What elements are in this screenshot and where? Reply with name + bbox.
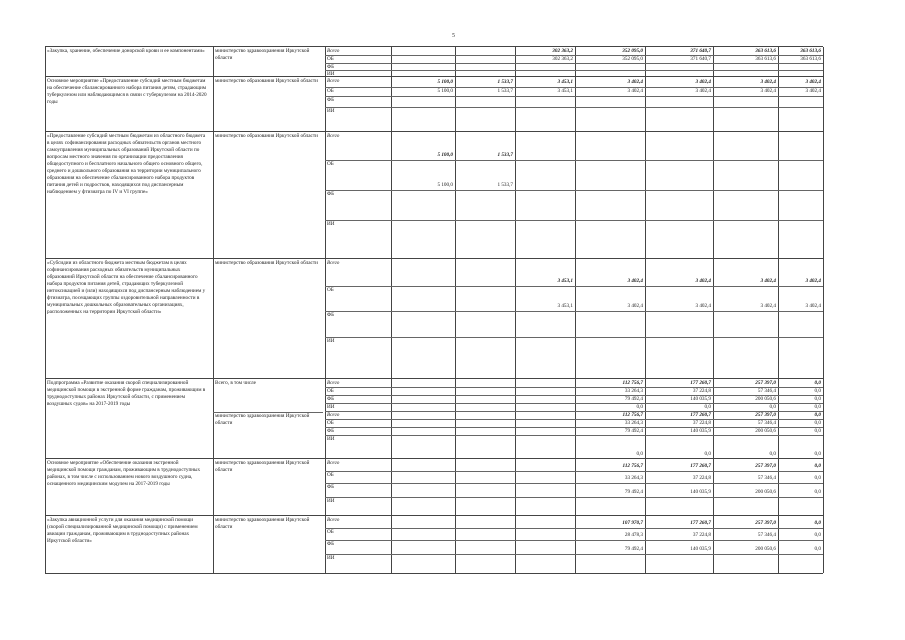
- amount-cell: 352 095,0: [622, 48, 643, 54]
- column-divider: [575, 132, 576, 259]
- amount-cell: 0,0: [814, 404, 821, 410]
- column-divider: [325, 459, 326, 516]
- funding-source-label: ФБ: [327, 396, 335, 402]
- amount-cell: 363 613,6: [755, 56, 776, 62]
- amount-cell: 57 346,4: [757, 388, 776, 394]
- funding-source-label: ФБ: [327, 97, 335, 103]
- amount-cell: 0,0: [704, 451, 711, 457]
- executor: министерство здравоохранения Иркутской области: [213, 412, 323, 427]
- amount-cell: 0,0: [814, 475, 821, 481]
- table-row: [45, 131, 823, 259]
- amount-cell: 3 402,4: [760, 88, 776, 94]
- amount-cell: 37 224,8: [692, 388, 711, 394]
- amount-cell: 257 397,0: [755, 463, 776, 469]
- column-divider: [325, 47, 326, 77]
- amount-cell: 352 095,0: [622, 56, 643, 62]
- amount-cell: 0,0: [814, 388, 821, 394]
- amount-cell: 302 363,2: [552, 56, 573, 62]
- column-divider: [325, 132, 326, 259]
- funding-source-label: Всего: [327, 412, 340, 418]
- funding-source-label: ФБ: [327, 312, 335, 318]
- amount-cell: 371 640,7: [690, 56, 711, 62]
- subrow-divider: [325, 497, 823, 498]
- funding-source-label: ОБ: [327, 161, 334, 167]
- amount-cell: 3 402,4: [805, 278, 821, 284]
- funding-source-label: ОБ: [327, 287, 334, 293]
- funding-source-label: ОБ: [327, 388, 334, 394]
- funding-source-label: ИИ: [327, 404, 335, 410]
- amount-cell: 3 453,1: [557, 79, 573, 85]
- amount-cell: 200 050,6: [755, 546, 776, 552]
- funding-source-label: ФБ: [327, 541, 335, 547]
- amount-cell: 0,0: [814, 428, 821, 434]
- amount-cell: 0,0: [814, 451, 821, 457]
- table-row: [45, 515, 823, 574]
- executor: Всего, в том числе: [215, 380, 256, 386]
- subrow-divider: [325, 528, 823, 529]
- subrow-divider: [325, 220, 823, 221]
- amount-cell: 3 402,4: [627, 303, 643, 309]
- column-divider: [455, 47, 456, 77]
- column-divider: [515, 259, 516, 379]
- column-divider: [823, 77, 824, 132]
- amount-cell: 5 100,0: [437, 182, 453, 188]
- column-divider: [455, 259, 456, 379]
- column-divider: [213, 459, 214, 516]
- column-divider: [45, 516, 46, 573]
- subrow-divider: [325, 435, 823, 436]
- column-divider: [391, 77, 392, 132]
- funding-source-label: ОБ: [327, 472, 334, 478]
- column-divider: [325, 259, 326, 379]
- funding-source-label: Всего: [327, 133, 340, 139]
- funding-source-label: ОБ: [327, 56, 334, 62]
- column-divider: [575, 47, 576, 77]
- amount-cell: 1 533,7: [497, 182, 513, 188]
- funding-source-label: Всего: [327, 517, 340, 523]
- amount-cell: 57 346,4: [757, 475, 776, 481]
- table-row: [45, 76, 823, 132]
- column-divider: [213, 516, 214, 573]
- amount-cell: 200 050,6: [755, 489, 776, 495]
- amount-cell: 3 402,4: [695, 88, 711, 94]
- funding-source-label: ИИ: [327, 498, 335, 504]
- column-divider: [823, 459, 824, 516]
- column-divider: [45, 259, 46, 379]
- amount-cell: 371 640,7: [690, 48, 711, 54]
- executor: министерство образования Иркутской области: [215, 133, 318, 139]
- column-divider: [45, 459, 46, 516]
- amount-cell: 3 402,4: [627, 88, 643, 94]
- amount-cell: 0,0: [636, 451, 643, 457]
- amount-cell: 37 224,8: [692, 475, 711, 481]
- funding-source-label: ИИ: [327, 221, 335, 227]
- amount-cell: 3 402,4: [805, 303, 821, 309]
- subrow-divider: [325, 70, 823, 71]
- amount-cell: 140 035,9: [690, 489, 711, 495]
- subrow-divider: [325, 554, 823, 555]
- measure-name: Основное мероприятие «Предоставление субсидий местным бюджетам на обеспечение сбалансированного набора питания детям, страдающим туберкулезом или наблюдающимся в связи с туберкулезом на 2014-2020 годы: [47, 78, 207, 105]
- amount-cell: 0,0: [814, 396, 821, 402]
- amount-cell: 3 402,4: [627, 79, 643, 85]
- amount-cell: 107 970,7: [622, 520, 643, 526]
- amount-cell: 5 100,0: [437, 79, 453, 85]
- measure-name: Подпрограмма «Развитие оказания скорой специализированной медицинской помощи в экстренной форме гражданам, проживающим в труднодоступных районах Иркутской области, с применением воздушных судов» на 2017-2019 годы: [47, 380, 206, 407]
- amount-cell: 57 346,4: [757, 532, 776, 538]
- subrow-divider: [325, 107, 823, 108]
- subrow-divider: [325, 483, 823, 484]
- funding-source-label: ОБ: [327, 88, 334, 94]
- column-divider: [713, 516, 714, 573]
- amount-cell: 0,0: [814, 489, 821, 495]
- amount-cell: 0,0: [814, 463, 821, 469]
- funding-source-label: ИИ: [327, 338, 335, 344]
- funding-source-label: ИИ: [327, 108, 335, 114]
- funding-source-label: ИИ: [327, 555, 335, 561]
- funding-source-label: ФБ: [327, 64, 335, 70]
- amount-cell: 177 260,7: [690, 520, 711, 526]
- amount-cell: 177 260,7: [690, 380, 711, 386]
- amount-cell: 177 260,7: [690, 412, 711, 418]
- column-divider: [778, 259, 779, 379]
- amount-cell: 37 224,8: [692, 420, 711, 426]
- funding-source-label: Всего: [327, 78, 340, 84]
- amount-cell: 79 492,4: [624, 546, 643, 552]
- column-divider: [213, 132, 214, 259]
- funding-source-label: ФБ: [327, 484, 335, 490]
- amount-cell: 3 402,4: [627, 278, 643, 284]
- amount-cell: 3 402,4: [695, 79, 711, 85]
- amount-cell: 112 756,7: [622, 380, 643, 386]
- amount-cell: 0,0: [704, 404, 711, 410]
- column-divider: [391, 132, 392, 259]
- subrow-divider: [325, 286, 823, 287]
- column-divider: [823, 516, 824, 573]
- amount-cell: 5 100,0: [437, 152, 453, 158]
- column-divider: [575, 459, 576, 516]
- amount-cell: 1 533,7: [497, 152, 513, 158]
- amount-cell: 3 453,1: [557, 88, 573, 94]
- column-divider: [515, 459, 516, 516]
- table-row: [45, 378, 823, 459]
- column-divider: [645, 77, 646, 132]
- column-divider: [645, 459, 646, 516]
- amount-cell: 0,0: [814, 532, 821, 538]
- funding-source-label: Всего: [327, 260, 340, 266]
- subrow-divider: [325, 311, 823, 312]
- amount-cell: 0,0: [814, 380, 821, 386]
- column-divider: [778, 132, 779, 259]
- column-divider: [713, 77, 714, 132]
- column-divider: [455, 516, 456, 573]
- funding-source-label: Всего: [327, 48, 340, 54]
- column-divider: [213, 47, 214, 77]
- table-row: [45, 458, 823, 516]
- amount-cell: 3 402,4: [695, 278, 711, 284]
- amount-cell: 140 035,9: [690, 428, 711, 434]
- amount-cell: 3 402,4: [805, 79, 821, 85]
- column-divider: [391, 47, 392, 77]
- subrow-divider: [325, 96, 823, 97]
- column-divider: [213, 77, 214, 132]
- column-divider: [515, 47, 516, 77]
- budget-table: [45, 46, 823, 621]
- column-divider: [391, 459, 392, 516]
- amount-cell: 79 492,4: [624, 396, 643, 402]
- subrow-divider: [325, 540, 823, 541]
- column-divider: [823, 259, 824, 379]
- amount-cell: 0,0: [814, 412, 821, 418]
- amount-cell: 3 402,4: [695, 303, 711, 309]
- amount-cell: 302 363,2: [552, 48, 573, 54]
- amount-cell: 33 264,3: [624, 475, 643, 481]
- column-divider: [823, 379, 824, 459]
- subrow-divider: [325, 160, 823, 161]
- funding-source-label: ФБ: [327, 191, 335, 197]
- executor: министерство образования Иркутской области: [215, 260, 318, 266]
- column-divider: [713, 132, 714, 259]
- subrow-divider: [325, 337, 823, 338]
- amount-cell: 0,0: [769, 451, 776, 457]
- column-divider: [645, 516, 646, 573]
- column-divider: [325, 77, 326, 132]
- subrow-divider: [325, 63, 823, 64]
- amount-cell: 3 402,4: [760, 79, 776, 85]
- funding-source-label: ОБ: [327, 420, 334, 426]
- measure-name: Основное мероприятие «Обеспечение оказания экстренной медицинской помощи гражданам, проживающим в труднодоступных районах, в том числе с использованием нового воздушного судна, оснащенного медицинским модулем на 2017-2019 годы: [47, 460, 201, 487]
- column-divider: [45, 132, 46, 259]
- column-divider: [575, 516, 576, 573]
- amount-cell: 140 035,9: [690, 396, 711, 402]
- amount-cell: 28 478,3: [624, 532, 643, 538]
- amount-cell: 0,0: [814, 520, 821, 526]
- funding-source-label: Всего: [327, 380, 340, 386]
- amount-cell: 1 533,7: [497, 79, 513, 85]
- column-divider: [823, 47, 824, 77]
- amount-cell: 363 613,6: [755, 48, 776, 54]
- column-divider: [575, 259, 576, 379]
- executor: министерство здравоохранения Иркутской области: [215, 517, 310, 530]
- amount-cell: 0,0: [769, 404, 776, 410]
- column-divider: [325, 516, 326, 573]
- column-divider: [713, 259, 714, 379]
- amount-cell: 0,0: [636, 404, 643, 410]
- funding-source-label: ИИ: [327, 71, 335, 77]
- subrow-divider: [325, 471, 823, 472]
- amount-cell: 363 613,6: [800, 48, 821, 54]
- amount-cell: 3 453,1: [557, 278, 573, 284]
- amount-cell: 257 397,0: [755, 520, 776, 526]
- table-row: [45, 258, 823, 379]
- amount-cell: 257 397,0: [755, 380, 776, 386]
- column-divider: [645, 132, 646, 259]
- subrow-divider: [325, 190, 823, 191]
- amount-cell: 33 264,3: [624, 420, 643, 426]
- amount-cell: 112 756,7: [622, 412, 643, 418]
- amount-cell: 3 453,1: [557, 303, 573, 309]
- column-divider: [713, 459, 714, 516]
- amount-cell: 3 402,4: [760, 303, 776, 309]
- amount-cell: 33 264,3: [624, 388, 643, 394]
- executor: министерство здравоохранения Иркутской области: [215, 48, 310, 61]
- column-divider: [778, 77, 779, 132]
- page-number: 5: [452, 33, 455, 39]
- column-divider: [455, 77, 456, 132]
- amount-cell: 3 402,4: [805, 88, 821, 94]
- column-divider: [645, 47, 646, 77]
- column-divider: [713, 47, 714, 77]
- amount-cell: 79 492,4: [624, 489, 643, 495]
- amount-cell: 3 402,4: [760, 278, 776, 284]
- funding-source-label: ИИ: [327, 436, 335, 442]
- column-divider: [645, 259, 646, 379]
- column-divider: [575, 77, 576, 132]
- column-divider: [391, 259, 392, 379]
- column-divider: [455, 459, 456, 516]
- amount-cell: 57 346,4: [757, 420, 776, 426]
- measure-name: «Субсидии из областного бюджета местным бюджетам в целях софинансирования расходных обязательств муниципальных образований Иркутской области на обеспечение сбалансированного набора продуктов питания детей, страдающих туберкулезной интоксикацией и (или) находящихся под диспансерным наблюдением у фтизиатра, посещающих группы оздоровительной направленности в муниципальных дошкольных образовательных организациях, расположенных на территории Иркутской области»: [47, 260, 206, 315]
- column-divider: [515, 77, 516, 132]
- amount-cell: 79 492,4: [624, 428, 643, 434]
- column-divider: [391, 516, 392, 573]
- amount-cell: 37 224,8: [692, 532, 711, 538]
- amount-cell: 0,0: [814, 420, 821, 426]
- amount-cell: 257 397,0: [755, 412, 776, 418]
- column-divider: [213, 259, 214, 379]
- column-divider: [515, 132, 516, 259]
- executor: министерство здравоохранения Иркутской области: [215, 460, 310, 473]
- measure-name: «Предоставление субсидий местным бюджетам из областного бюджета в целях софинансирования расходных обязательств органов местного самоуправления муниципальных образований Иркутской области по вопросам местного значения по организации предоставления общедоступного и бесплатного начального общего основного общего, среднего и дошкольного образования на территории муниципального образования на обеспечение сбалансированного набора продуктов питания детей и подростков, находящихся под диспансерным наблюдением у фтизиатра по IV и VI группе»: [47, 133, 206, 195]
- amount-cell: 0,0: [814, 546, 821, 552]
- funding-source-label: ОБ: [327, 529, 334, 535]
- table-row: [45, 46, 823, 77]
- amount-cell: 177 260,7: [690, 463, 711, 469]
- executor: министерство образования Иркутской области: [215, 78, 318, 84]
- amount-cell: 200 050,6: [755, 396, 776, 402]
- amount-cell: 200 050,6: [755, 428, 776, 434]
- column-divider: [45, 379, 46, 459]
- measure-name: «Закупка, хранение, обеспечение донорской крови и ее компонентами»: [47, 48, 205, 54]
- amount-cell: 1 533,7: [497, 88, 513, 94]
- column-divider: [455, 132, 456, 259]
- column-divider: [515, 516, 516, 573]
- amount-cell: 363 613,6: [800, 56, 821, 62]
- column-divider: [823, 132, 824, 259]
- funding-source-label: Всего: [327, 460, 340, 466]
- measure-name: «Закупка авиационной услуги для оказания медицинской помощи (скорой специализированной медицинской помощи) с применением авиации гражданам, проживающим в труднодоступных районах Иркутской области»: [47, 517, 198, 544]
- funding-source-label: ФБ: [327, 428, 335, 434]
- amount-cell: 140 035,9: [690, 546, 711, 552]
- column-divider: [45, 77, 46, 132]
- amount-cell: 5 100,0: [437, 88, 453, 94]
- column-divider: [45, 47, 46, 77]
- amount-cell: 112 756,7: [622, 463, 643, 469]
